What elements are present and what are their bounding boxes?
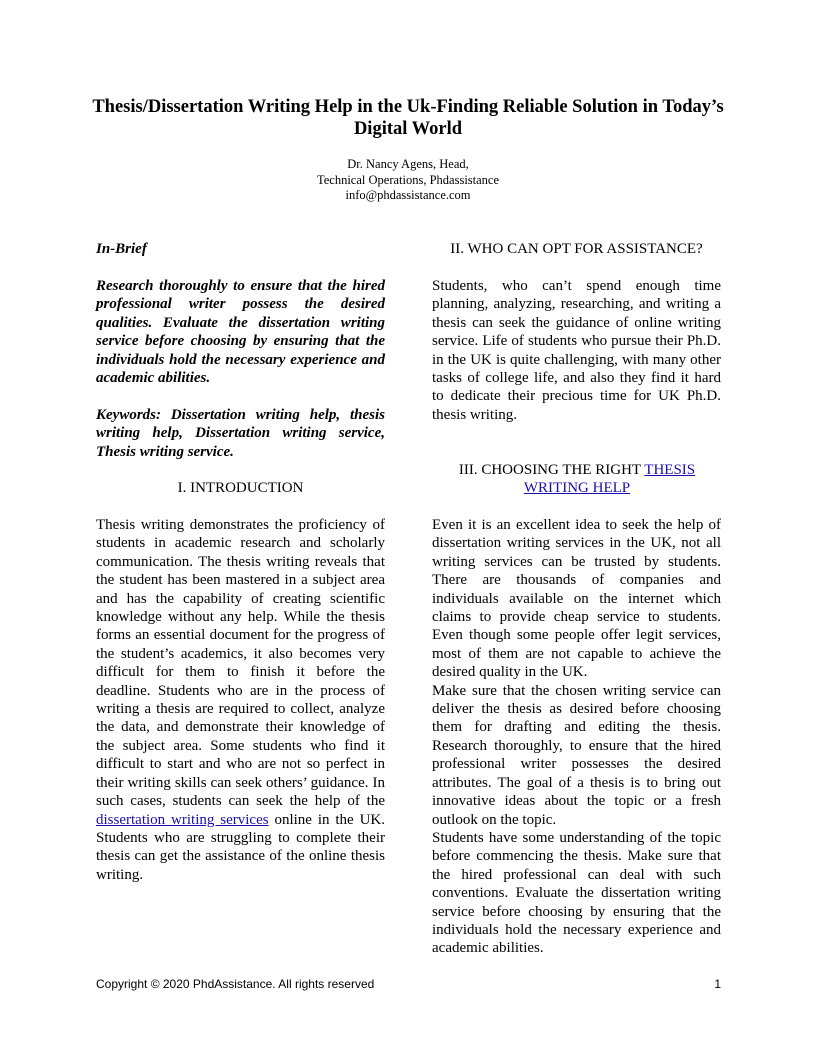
- dissertation-services-link[interactable]: dissertation writing services: [96, 811, 269, 828]
- section3-body: [432, 516, 721, 958]
- in-brief-heading: In-Brief: [96, 241, 147, 257]
- page-number: 1: [714, 977, 721, 991]
- in-brief-text: Research thoroughly to ensure that the hired professional writer possess the desired qualities. Evaluate the dissertation writing service before choosing by ensuring that the individuals hold the necessary experience and academic abilities.: [96, 278, 385, 387]
- copyright: Copyright © 2020 PhdAssistance. All rights reserved: [96, 977, 375, 991]
- author-email: info@phdassistance.com: [345, 188, 471, 202]
- intro-heading: I. INTRODUCTION: [177, 480, 304, 496]
- author-affiliation: Technical Operations, Phdassistance: [316, 172, 500, 187]
- intro-text-start: Thesis writing demonstrates the proficiency of students in academic research and scholarly communication. The thesis writing reveals that the student has been mastered in a subject area and has the capability of creating scientific knowledge without any help. While the thesis forms an essential document for the progress of the student’s academics, it also becomes very difficult for them to finish it before the deadline. Students who are in the process of writing a thesis are required to collect, analyze the data, and demonstrate their knowledge of the subject area. Some students who find it difficult to start and who are not so perfect in their writing skills can seek others’ guidance. In such cases, students can seek the help of the: [96, 517, 385, 810]
- section3-paragraph: Students have some understanding of the topic before commencing the thesis. Make sure that the hired professional can deal with such conventions. Evaluate the dissertation writing service before choosing by ensuring that the individuals hold the necessary experience and academic abilities.: [432, 829, 721, 957]
- section3-heading-prefix: III. CHOOSING THE RIGHT: [458, 462, 645, 478]
- document-title: Thesis/Dissertation Writing Help in the Uk-Finding Reliable Solution in Today’s Digital World: [92, 97, 724, 139]
- author-name: Dr. Nancy Agens, Head,: [347, 157, 469, 171]
- section3-paragraph: Make sure that the chosen writing service can deliver the thesis as desired before choosing them for drafting and editing the thesis. Research thoroughly, to ensure that the hired professional writer possesses the desired attributes. The goal of a thesis is to bring out innovative ideas about the topic or a fresh outlook on the topic.: [432, 682, 721, 828]
- keywords: Keywords: Dissertation writing help, thesis writing help, Dissertation writing service, Thesis writing service.: [96, 407, 385, 460]
- section3-paragraph: Even it is an excellent idea to seek the help of dissertation writing services in the UK, not all writing services can be trusted by students. There are thousands of companies and individuals available on the internet which claims to provide cheap service to students. Even though some people offer legit services, most of them are not capable to achieve the desired quality in the UK.: [432, 517, 721, 681]
- intro-text: [96, 516, 385, 884]
- section2-heading: II. WHO CAN OPT FOR ASSISTANCE?: [450, 241, 703, 257]
- section3-heading: [452, 461, 702, 498]
- thesis-writing-help-link[interactable]: THESIS WRITING HELP: [523, 462, 696, 497]
- page-footer: [96, 977, 721, 991]
- author-block: [200, 157, 616, 204]
- section2-text: Students, who can’t spend enough time planning, analyzing, researching, and writing a thesis can seek the guidance of online writing service. Life of students who pursue their Ph.D. in the UK is quite challenging, with many other tasks of college life, and also they find it hard to dedicate their precious time for UK Ph.D. thesis writing.: [432, 278, 721, 423]
- intro-text-end: online in the UK. Students who are struggling to complete their thesis can get the assistance of the online thesis writing.: [96, 811, 385, 883]
